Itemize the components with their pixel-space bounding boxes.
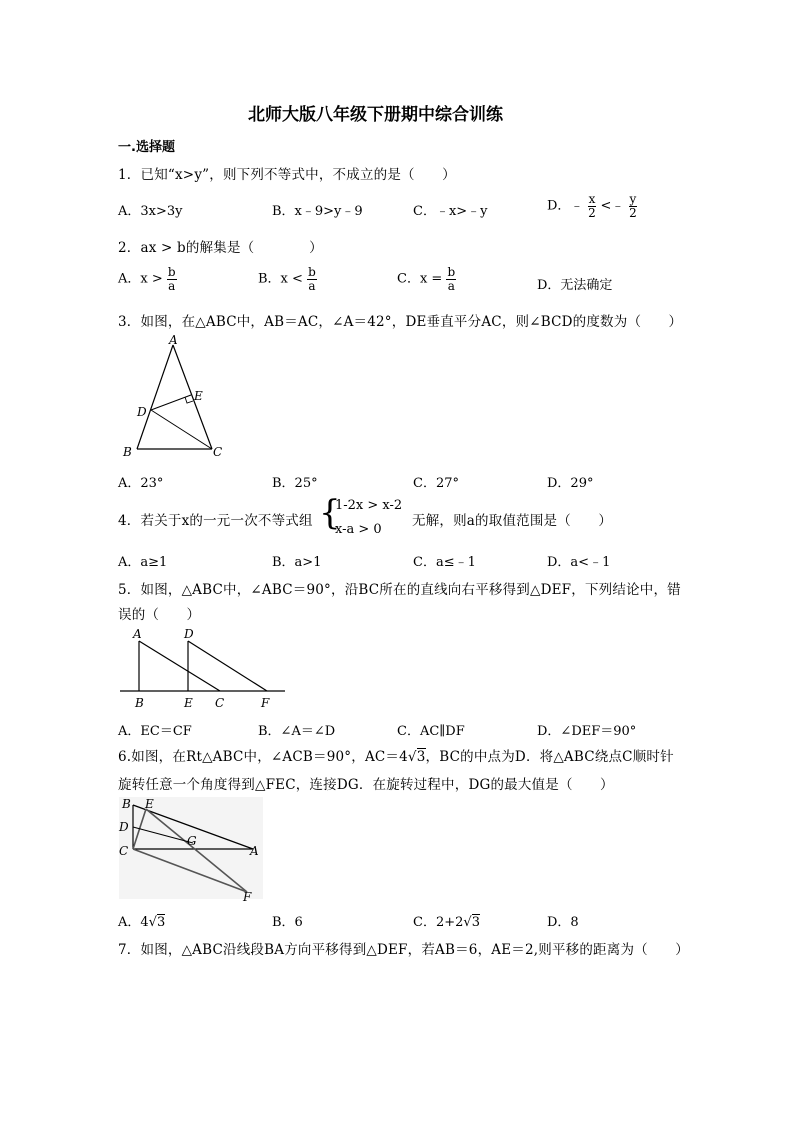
q3-option-a[interactable]: A．23° [118, 476, 164, 491]
q6-c-sqrt: 3 [471, 915, 480, 930]
q4-option-c[interactable]: C．a≤﹣1 [413, 555, 476, 570]
q2-b-frac: $\frac{b}{a}$ [308, 265, 316, 293]
q2-option-b[interactable] [258, 266, 317, 292]
q6-option-a[interactable] [118, 911, 165, 930]
q6-stem1-post: ，BC的中点为D．将△ABC绕点C顺时针 [425, 749, 674, 765]
q2-option-a[interactable] [118, 266, 177, 292]
q2-option-d[interactable]: D．无法确定 [537, 278, 613, 293]
q4-option-b[interactable]: B．a>1 [272, 555, 322, 570]
q6-label-d: D [119, 820, 129, 834]
q6-stem1-pre: 6.如图，在Rt△ABC中，∠ACB＝90°，AC＝4 [118, 749, 408, 765]
q3-option-b[interactable]: B．25° [272, 476, 318, 491]
q5-label-a: A [133, 627, 142, 641]
q3-label-e: E [194, 389, 203, 403]
q1-option-d[interactable] [547, 193, 637, 219]
question-4-stem-post: 无解，则a的取值范围是（ ） [412, 513, 613, 529]
q6-label-a: A [250, 844, 259, 858]
q1-d-prefix: D．﹣ [547, 198, 584, 214]
q4-brace: { [319, 493, 341, 533]
question-2-stem: 2．ax > b的解集是（ ） [118, 240, 323, 256]
q6-a-sqrt: 3 [156, 915, 166, 930]
q5-label-b: B [135, 696, 144, 710]
q6-sqrt-value: 3 [416, 749, 426, 765]
q5-label-c: C [215, 696, 225, 710]
q3-label-d: D [137, 405, 147, 419]
section-heading: 一.选择题 [118, 140, 175, 155]
q5-option-d[interactable]: D．∠DEF＝90° [537, 724, 637, 739]
q5-option-a[interactable]: A．EC＝CF [118, 724, 192, 739]
q6-c-text: C．2+2 [413, 915, 464, 930]
q1-d-frac1: $\frac{x}{2}$ [588, 192, 596, 220]
q5-label-f: F [261, 696, 270, 710]
q1-d-mid: <﹣ [600, 198, 625, 214]
q6-label-g: G [187, 834, 197, 848]
q5-figure [115, 625, 290, 711]
q6-option-d[interactable]: D．8 [547, 915, 579, 930]
q6-label-c: C [119, 844, 129, 858]
q4-option-a[interactable]: A．a≥1 [118, 555, 168, 570]
q4-option-d[interactable]: D．a<﹣1 [547, 555, 611, 570]
q6-label-f: F [243, 890, 252, 904]
sqrt-symbol: √ [463, 915, 472, 930]
q1-option-c[interactable]: C．﹣x>﹣y [413, 204, 488, 219]
question-7-stem: 7．如图，△ABC沿线段BA方向平移得到△DEF，若AB＝6，AE＝2,则平移的距离为（ ） [118, 942, 689, 958]
q1-option-a[interactable]: A．3x>3y [118, 204, 183, 219]
q5-option-b[interactable]: B．∠A＝∠D [258, 724, 336, 739]
q3-figure [115, 333, 230, 463]
q5-option-c[interactable]: C．AC∥DF [397, 724, 465, 739]
q4-system-line1: 1-2x > x-2 [335, 498, 403, 513]
question-6-stem-1 [118, 745, 674, 765]
q5-label-e: E [184, 696, 193, 710]
q6-label-b: B [122, 797, 131, 811]
q6-figure [115, 795, 265, 905]
question-3-stem: 3．如图，在△ABC中，AB＝AC，∠A＝42°，DE垂直平分AC，则∠BCD的度数为（ ） [118, 314, 683, 330]
q3-option-d[interactable]: D．29° [547, 476, 594, 491]
q6-option-b[interactable]: B．6 [272, 915, 303, 930]
q3-option-c[interactable]: C．27° [413, 476, 459, 491]
q3-label-c: C [213, 445, 223, 459]
question-5-stem-1: 5．如图，△ABC中，∠ABC＝90°，沿BC所在的直线向右平移得到△DEF，下列结论中，错 [118, 582, 681, 598]
q6-label-e: E [145, 797, 154, 811]
question-5-stem-2: 误的（ ） [118, 607, 201, 623]
q2-c-text: C．x = [397, 271, 443, 287]
question-4-stem-pre: 4．若关于x的一元一次不等式组 [118, 513, 313, 529]
q2-option-c[interactable] [397, 266, 456, 292]
q5-label-d: D [184, 627, 194, 641]
q2-b-text: B．x < [258, 271, 303, 287]
q2-a-frac: $\frac{b}{a}$ [167, 265, 176, 293]
q2-c-frac: $\frac{b}{a}$ [447, 265, 456, 293]
q1-option-b[interactable]: B．x﹣9>y﹣9 [272, 204, 363, 219]
q3-label-a: A [169, 333, 178, 347]
question-1-stem: 1．已知“x>y”，则下列不等式中，不成立的是（ ） [118, 167, 456, 183]
q6-option-c[interactable] [413, 911, 480, 930]
q1-d-frac2: $\frac{y}{2}$ [629, 192, 637, 220]
page-title: 北师大版八年级下册期中综合训练 [248, 105, 503, 125]
q3-label-b: B [123, 445, 132, 459]
sqrt-symbol: √ [407, 749, 417, 765]
sqrt-symbol: √ [148, 915, 157, 930]
q2-a-text: A．x > [118, 271, 163, 287]
q6-a-text: A．4 [118, 915, 149, 930]
question-6-stem-2: 旋转任意一个角度得到△FEC，连接DG．在旋转过程中，DG的最大值是（ ） [118, 777, 614, 793]
q4-system-line2: x-a > 0 [335, 522, 382, 537]
